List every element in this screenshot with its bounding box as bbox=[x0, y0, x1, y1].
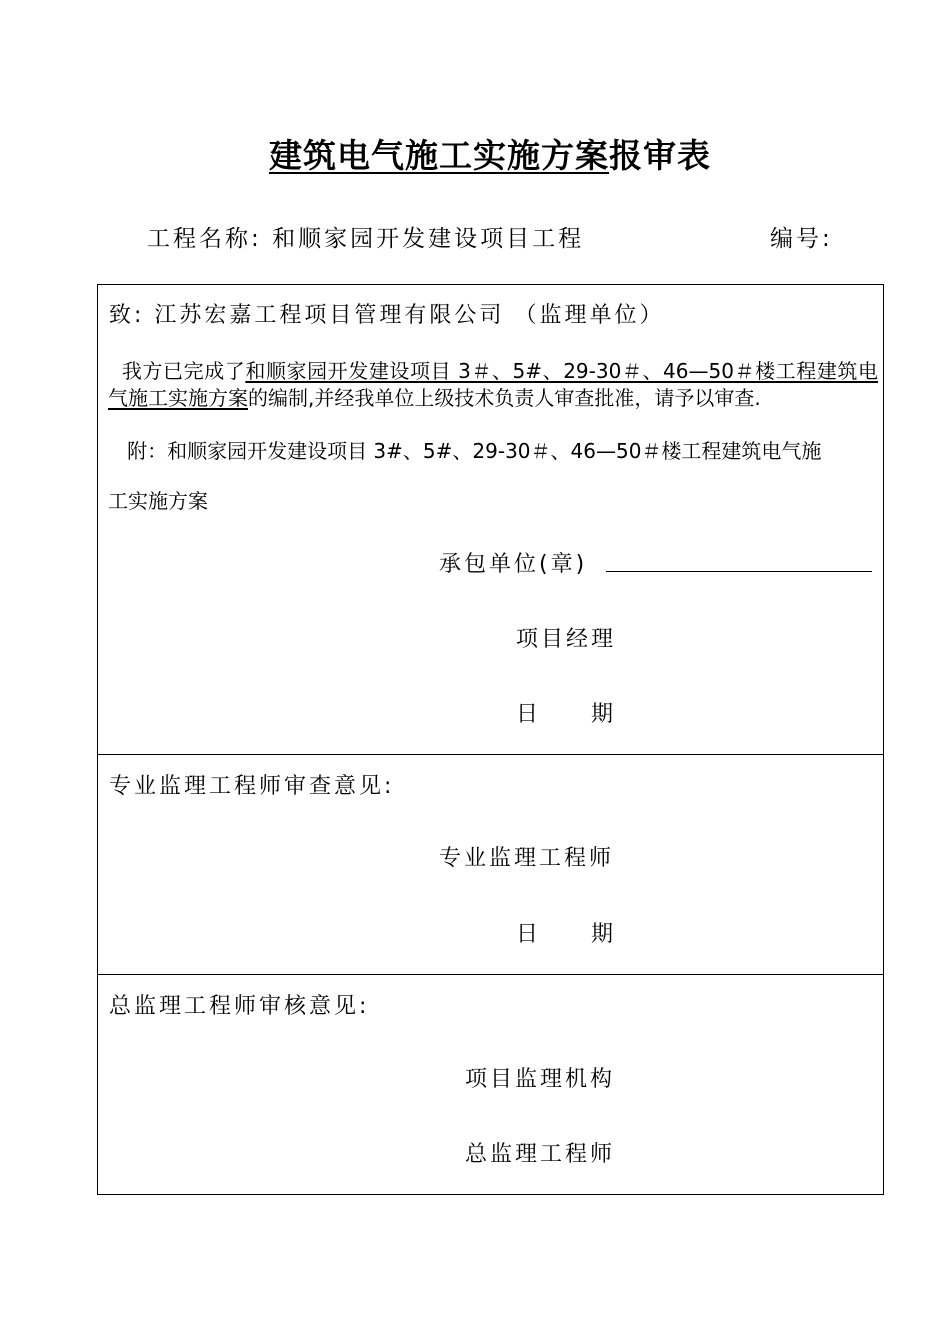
supervision-org-label: 项目监理机构 bbox=[465, 1067, 616, 1092]
section-chief-review bbox=[98, 974, 883, 1196]
chief-review-heading: 总监理工程师审核意见: bbox=[109, 994, 370, 1019]
number-label: 编号: bbox=[770, 226, 833, 252]
text-c: 的编制,并经我单位上级技术负责人审查批准，请予以审查. bbox=[248, 386, 761, 410]
engineer-review-heading: 专业监理工程师审查意见: bbox=[109, 774, 395, 799]
project-manager-label: 项目经理 bbox=[516, 627, 617, 652]
review-form-table bbox=[97, 284, 884, 1195]
title-underlined: 建筑电气施工实施方案 bbox=[269, 136, 609, 175]
attachment-text-1: 附：和顺家园开发建设项目 3#、5#、29-30＃、46—50＃楼工程建筑电气施 bbox=[127, 439, 822, 463]
section-contractor bbox=[98, 285, 883, 754]
contractor-label: 承包单位(章) bbox=[439, 552, 588, 577]
title-rest: 报审表 bbox=[609, 136, 711, 175]
project-name-row bbox=[147, 220, 584, 253]
chief-engineer-label: 总监理工程师 bbox=[465, 1142, 616, 1167]
engineer-label: 专业监理工程师 bbox=[439, 846, 615, 871]
date-label: 日 期 bbox=[516, 702, 617, 727]
engineer-date-label: 日 期 bbox=[516, 922, 617, 947]
attachment-line-2: 工实施方案 bbox=[108, 489, 208, 513]
project-name: 和顺家园开发建设项目工程 bbox=[272, 226, 585, 252]
to-label: 致: bbox=[109, 303, 145, 328]
to-org: 江苏宏嘉工程项目管理有限公司 bbox=[154, 303, 505, 328]
signature-line bbox=[606, 571, 872, 572]
text-a: 我方已完成了 bbox=[121, 359, 246, 383]
addressee-line bbox=[109, 298, 664, 329]
plan-name: 和顺家园开发建设项目 3＃、5#、29-30＃、46—50＃楼工程建筑电气施工实施方案 bbox=[108, 359, 879, 410]
project-label: 工程名称: bbox=[147, 226, 262, 252]
to-suffix: （监理单位） bbox=[514, 303, 665, 328]
submission-text bbox=[108, 358, 878, 412]
page-title bbox=[0, 130, 950, 177]
attachment-line-1 bbox=[108, 435, 878, 464]
section-engineer-review bbox=[98, 754, 883, 974]
